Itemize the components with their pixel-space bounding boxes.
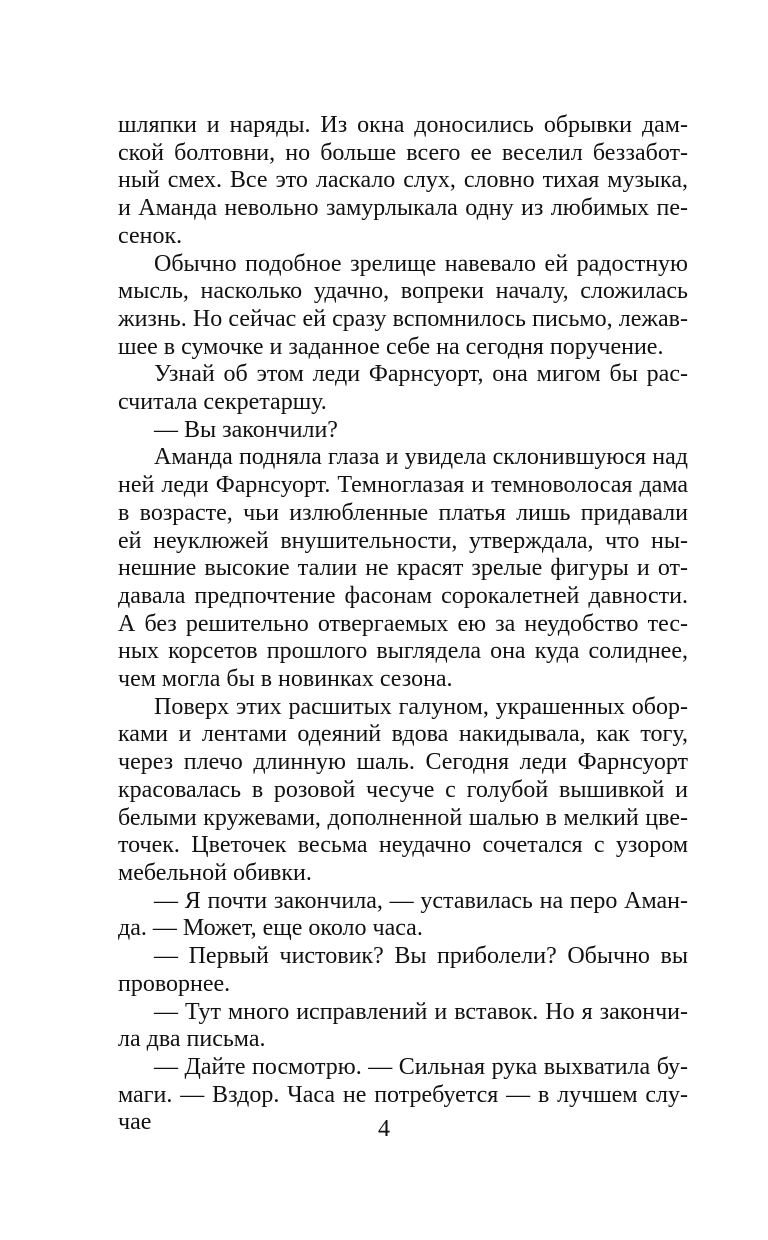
paragraph-10: — Дайте посмотрю. — Сильная рука выхватила бумаги. — Вздор. Часа не потребуется — в лучшем случае xyxy=(118,1053,688,1136)
paragraph-3: Узнай об этом леди Фарнсуорт, она мигом бы рассчитала секретаршу. xyxy=(118,361,688,416)
paragraph-6: Поверх этих расшитых галуном, украшенных оборками и лентами одеяний вдова накидывала, как тогу, через плечо длинную шаль. Сегодня леди Фарнсуорт красовалась в розовой чесуче с голубой вышивкой и белыми кружевами, дополненной шалью в мелкий цветочек. Цветочек весьма неудачно сочетался с узором мебельной обивки. xyxy=(118,693,688,886)
page-number: 4 xyxy=(378,1116,390,1142)
paragraph-5: Аманда подняла глаза и увидела склонившуюся над ней леди Фарнсуорт. Темноглазая и темноволосая дама в возрасте, чьи излюбленные платья лишь придавали ей неуклюжей внушительности, утверждала, что нынешние высокие талии не красят зрелые фигуры и отдавала предпочтение фасонам сорокалетней давности. А без решительно отвергаемых ею за неудобство тесных корсетов прошлого выглядела она куда солиднее, чем могла бы в новинках сезона. xyxy=(118,444,688,693)
paragraph-8: — Первый чистовик? Вы приболели? Обычно вы проворнее. xyxy=(118,943,688,997)
paragraph-9: — Тут много исправлений и вставок. Но я закончила два письма. xyxy=(118,998,688,1053)
paragraph-4: — Вы закончили? xyxy=(154,416,338,443)
book-page-text xyxy=(118,112,688,1137)
paragraph-7: — Я почти закончила, — уставилась на перо Аманда. — Может, еще около часа. xyxy=(118,887,688,942)
paragraph-2: Обычно подобное зрелище навевало ей радостную мысль, насколько удачно, вопреки началу, сложилась жизнь. Но сейчас ей сразу вспомнилось письмо, лежавшее в сумочке и заданное себе на сегодня поручение. xyxy=(118,250,688,360)
paragraph-1: шляпки и наряды. Из окна доносились обрывки дамской болтовни, но больше всего ее веселил беззаботный смех. Все это ласкало слух, словно тихая музыка, и Аманда невольно замурлыкала одну из любимых песенок. xyxy=(118,112,688,249)
